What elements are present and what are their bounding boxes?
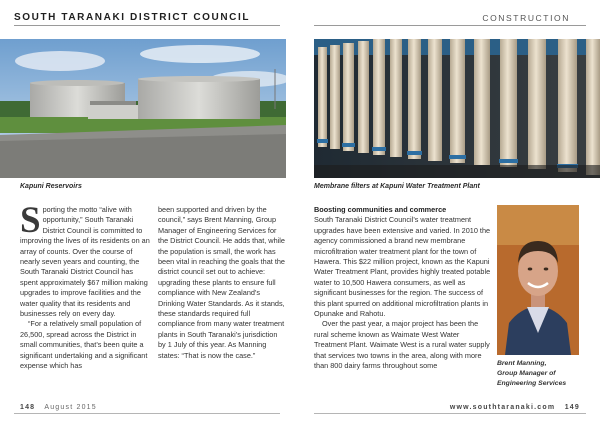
article-paragraph: South Taranaki District Council’s water treatment upgrades have been extensive and varied. In 2010 the agency commissioned a brand new membrane microfiltration water treatment plant for the town of Hawera. This $22 million project, known as the Kapuni Water Treatment Plant, provides highly treated potable water to 10,500 Hawera consumers, as well as significant businesses for the region. The success of this plant spurred on additional microfiltration plants in Opunake and Rahotu. — [314, 215, 491, 319]
issue-date: August 2015 — [44, 404, 97, 411]
left-page-number: 148 — [20, 404, 36, 411]
website-url[interactable]: www.southtaranaki.com — [449, 404, 556, 411]
article-column-3 — [314, 205, 492, 372]
article-column-2 — [158, 205, 286, 361]
article-paragraph: Over the past year, a major project has been the rural scheme known as Waimate West Water Treatment Plant. Waimate West is a rural water supply that services two towns in the area, along with more than 800 dairy farms throughout some — [314, 319, 490, 371]
footer-rule-left — [14, 413, 280, 414]
article-paragraph: been supported and driven by the council,” says Brent Manning, Group Manager of Engineering Services for the District Council. He adds that, while the population is small, the work has been vital in reaching the goals that the district council set out to achieve: upgrading these plants to ensure full compliance with New Zealand’s Drinking Water Standards. As it stands, these standards required full compliance from many water treatment plants in South Taranaki’s jurisdiction by 1 July of this year. As Manning states: “That is now the case.” — [158, 205, 285, 360]
section-title: CONSTRUCTION — [482, 13, 570, 23]
portrait-caption — [497, 359, 589, 389]
header-rule-left — [14, 25, 280, 26]
membrane-filters-photo — [314, 39, 600, 178]
right-page-number: 149 — [564, 404, 580, 411]
footer-left — [20, 404, 97, 411]
section-heading: Boosting communities and commerce — [314, 205, 447, 214]
portrait-caption-name: Brent Manning, — [497, 360, 547, 367]
footer-rule-right — [314, 413, 586, 414]
right-photo-caption: Membrane filters at Kapuni Water Treatment Plant — [314, 183, 480, 190]
portrait-caption-dept: Engineering Services — [497, 380, 567, 387]
left-photo-caption: Kapuni Reservoirs — [20, 183, 82, 190]
dropcap-letter: S — [20, 200, 41, 241]
portrait-caption-role: Group Manager of — [497, 370, 556, 377]
header-rule-right — [314, 25, 586, 26]
article-column-1 — [20, 200, 150, 372]
brent-manning-portrait — [497, 205, 579, 355]
article-paragraph: porting the motto “alive with opportunity,” South Taranaki District Council is committed to improving the lives of its residents on an array of counts. Over the course of nearly seven years and counting, the South Taranaki District Council has spent approximately $67 million making upgrades to improve facilities and the water quality that its residents and businesses rely on every day. — [20, 205, 150, 319]
publication-title: SOUTH TARANAKI DISTRICT COUNCIL — [14, 12, 251, 23]
article-paragraph: “For a relatively small population of 26,500, spread across the District in small communities, that’s been quite a significant undertaking and a significant expense which has — [20, 319, 148, 371]
footer-right — [450, 404, 580, 411]
kapuni-reservoirs-photo — [0, 39, 286, 178]
